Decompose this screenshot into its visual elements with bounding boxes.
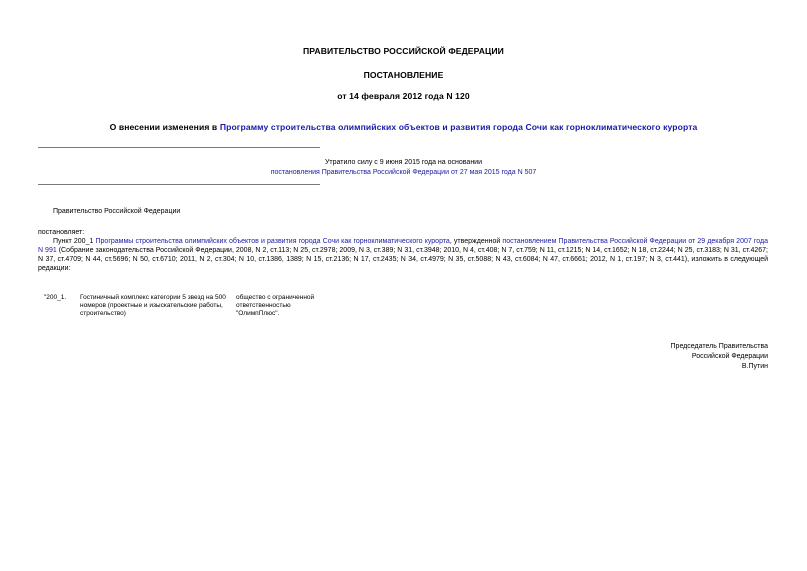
document-title	[0, 122, 807, 132]
intro-text: Правительство Российской Федерации	[53, 208, 181, 215]
repeal-decree-link[interactable]: постановления Правительства Российской Федерации от 27 мая 2015 года N 507	[270, 169, 537, 176]
status-rule-top	[38, 147, 320, 148]
paragraph-end: (Собрание законодательства Российской Федерации, 2008, N 2, ст.113; N 25, ст.2978; 2009, N 3, ст.389; N 31, ст.3948; 2010, N 4, ст.408; N 7, ст.759; N 11, ст.1215; N 14, ст.1652; N 18, ст.2244; N 25, ст.3183; N 31, ст.4267; N 37, ст.4709; N 44, ст.5696; N 50, ст.6710; 2011, N 2, ст.304; N 10, ст.1386, 1389; N 15, ст.2136; N 17, ст.2435; N 34, ст.4979; N 35, ст.5088; N 43, ст.6084; N 47, ст.6661; 2012, N 1, ст.197; N 3, ст.441), изложить в следующей редакции:	[38, 246, 768, 272]
status-rule-bottom	[38, 184, 320, 185]
signature-title-line2: Российской Федерации	[691, 353, 768, 360]
main-paragraph	[38, 238, 768, 274]
program-link[interactable]: Программы строительства олимпийских объектов и развития города Сочи как горноклиматического курорта	[95, 238, 450, 245]
status-text: Утратило силу с 9 июня 2015 года на основании	[324, 159, 483, 166]
paragraph-mid: , утвержденной	[449, 238, 503, 245]
title-program-link[interactable]: Программу строительства олимпийских объектов и развития города Сочи как горноклиматического курорта	[219, 122, 698, 132]
table-item-description: Гостиничный комплекс категории 5 звезд на 500 номеров (проектные и изыскательские работы, строительство)	[80, 294, 226, 318]
government-heading: ПРАВИТЕЛЬСТВО РОССИЙСКОЙ ФЕДЕРАЦИИ	[303, 46, 504, 56]
signature-name: В.Путин	[741, 363, 768, 370]
table-item-number: "200_1.	[44, 294, 67, 301]
title-prefix: О внесении изменения в	[109, 122, 220, 132]
decree-991-link[interactable]: постановлением Правительства Российской Федерации от 29 декабря 2007 года N 991	[38, 238, 769, 254]
paragraph-start: Пункт 200_1	[53, 238, 96, 245]
signature-title-line1: Председатель Правительства	[670, 343, 768, 350]
status-link-line	[0, 169, 807, 177]
table-item-responsible: общество с ограниченной ответственностью "ОлимпПлюс".	[236, 294, 315, 318]
decrees-text: постановляет:	[38, 229, 85, 236]
document-date-number: от 14 февраля 2012 года N 120	[337, 91, 470, 101]
document-type-heading: ПОСТАНОВЛЕНИЕ	[363, 70, 444, 80]
